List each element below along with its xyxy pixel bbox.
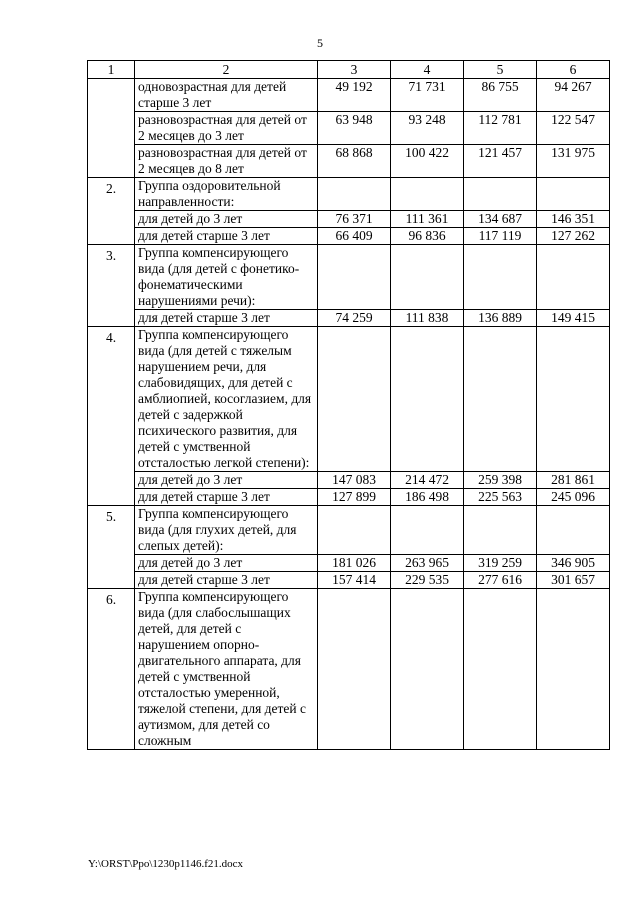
value-cell: 229 535 bbox=[391, 572, 464, 589]
group-number: 4. bbox=[88, 327, 135, 506]
row-label: для детей старше 3 лет bbox=[135, 572, 318, 589]
group-number: 6. bbox=[88, 589, 135, 750]
group-title-row bbox=[88, 589, 610, 750]
table-row bbox=[88, 211, 610, 228]
value-cell: 214 472 bbox=[391, 472, 464, 489]
column-header: 6 bbox=[537, 61, 610, 79]
value-cell: 225 563 bbox=[464, 489, 537, 506]
column-header: 1 bbox=[88, 61, 135, 79]
table-row bbox=[88, 228, 610, 245]
value-cell: 94 267 bbox=[537, 79, 610, 112]
value-cell: 74 259 bbox=[318, 310, 391, 327]
column-header: 5 bbox=[464, 61, 537, 79]
row-label: для детей до 3 лет bbox=[135, 555, 318, 572]
value-cell: 147 083 bbox=[318, 472, 391, 489]
value-cell: 301 657 bbox=[537, 572, 610, 589]
header-row bbox=[88, 61, 610, 79]
row-label: для детей до 3 лет bbox=[135, 472, 318, 489]
value-cell: 66 409 bbox=[318, 228, 391, 245]
value-cell: 149 415 bbox=[537, 310, 610, 327]
value-cell: 263 965 bbox=[391, 555, 464, 572]
row-label: для детей старше 3 лет bbox=[135, 310, 318, 327]
value-cell: 122 547 bbox=[537, 112, 610, 145]
table-row bbox=[88, 572, 610, 589]
value-cell: 127 262 bbox=[537, 228, 610, 245]
value-cell: 111 838 bbox=[391, 310, 464, 327]
value-cell: 100 422 bbox=[391, 145, 464, 178]
page-number: 5 bbox=[317, 36, 323, 50]
group-title: Группа компенсирующего вида (для детей с фонетико-фонематическими нарушениями речи): bbox=[135, 245, 318, 310]
table-row bbox=[88, 79, 610, 112]
value-cell: 121 457 bbox=[464, 145, 537, 178]
value-cell: 76 371 bbox=[318, 211, 391, 228]
value-cell: 281 861 bbox=[537, 472, 610, 489]
group-title-row bbox=[88, 178, 610, 211]
group-title-row bbox=[88, 245, 610, 310]
value-cell: 146 351 bbox=[537, 211, 610, 228]
tariff-table bbox=[87, 60, 610, 750]
value-cell: 63 948 bbox=[318, 112, 391, 145]
group-title-row bbox=[88, 506, 610, 555]
table-row bbox=[88, 310, 610, 327]
value-cell: 93 248 bbox=[391, 112, 464, 145]
row-label: для детей старше 3 лет bbox=[135, 228, 318, 245]
row-label: разновозрастная для детей от 2 месяцев до 3 лет bbox=[135, 112, 318, 145]
value-cell: 68 868 bbox=[318, 145, 391, 178]
value-cell: 127 899 bbox=[318, 489, 391, 506]
value-cell: 111 361 bbox=[391, 211, 464, 228]
group-title: Группа компенсирующего вида (для слабослышащих детей, для детей с нарушением опорно-двигательного аппарата, для детей с умственной отсталостью умеренной, тяжелой степени, для детей с аутизмом, для детей со сложным bbox=[135, 589, 318, 750]
column-header: 4 bbox=[391, 61, 464, 79]
value-cell: 96 836 bbox=[391, 228, 464, 245]
group-title: Группа компенсирующего вида (для глухих детей, для слепых детей): bbox=[135, 506, 318, 555]
column-header: 2 bbox=[135, 61, 318, 79]
value-cell: 259 398 bbox=[464, 472, 537, 489]
table-row bbox=[88, 112, 610, 145]
value-cell: 131 975 bbox=[537, 145, 610, 178]
table-row bbox=[88, 472, 610, 489]
row-label: для детей старше 3 лет bbox=[135, 489, 318, 506]
value-cell: 134 687 bbox=[464, 211, 537, 228]
value-cell: 346 905 bbox=[537, 555, 610, 572]
value-cell: 186 498 bbox=[391, 489, 464, 506]
value-cell: 277 616 bbox=[464, 572, 537, 589]
group-number: 5. bbox=[88, 506, 135, 589]
value-cell: 157 414 bbox=[318, 572, 391, 589]
group-title: Группа компенсирующего вида (для детей с тяжелым нарушением речи, для слабовидящих, для детей с амблиопией, косоглазием, для детей с задержкой психического развития, для детей с умственной отсталостью легкой степени): bbox=[135, 327, 318, 472]
table-row bbox=[88, 145, 610, 178]
value-cell: 86 755 bbox=[464, 79, 537, 112]
group-title-row bbox=[88, 327, 610, 472]
value-cell: 117 119 bbox=[464, 228, 537, 245]
value-cell: 181 026 bbox=[318, 555, 391, 572]
value-cell: 71 731 bbox=[391, 79, 464, 112]
group-number-cell bbox=[88, 79, 135, 178]
value-cell: 245 096 bbox=[537, 489, 610, 506]
table-row bbox=[88, 555, 610, 572]
value-cell: 112 781 bbox=[464, 112, 537, 145]
column-header: 3 bbox=[318, 61, 391, 79]
value-cell: 49 192 bbox=[318, 79, 391, 112]
group-title: Группа оздоровительной направленности: bbox=[135, 178, 318, 211]
value-cell: 319 259 bbox=[464, 555, 537, 572]
document-path: Y:\ORST\Ppo\1230p1146.f21.docx bbox=[88, 858, 244, 870]
group-number: 3. bbox=[88, 245, 135, 327]
table-row bbox=[88, 489, 610, 506]
row-label: для детей до 3 лет bbox=[135, 211, 318, 228]
row-label: одновозрастная для детей старше 3 лет bbox=[135, 79, 318, 112]
group-number: 2. bbox=[88, 178, 135, 245]
row-label: разновозрастная для детей от 2 месяцев до 8 лет bbox=[135, 145, 318, 178]
value-cell: 136 889 bbox=[464, 310, 537, 327]
